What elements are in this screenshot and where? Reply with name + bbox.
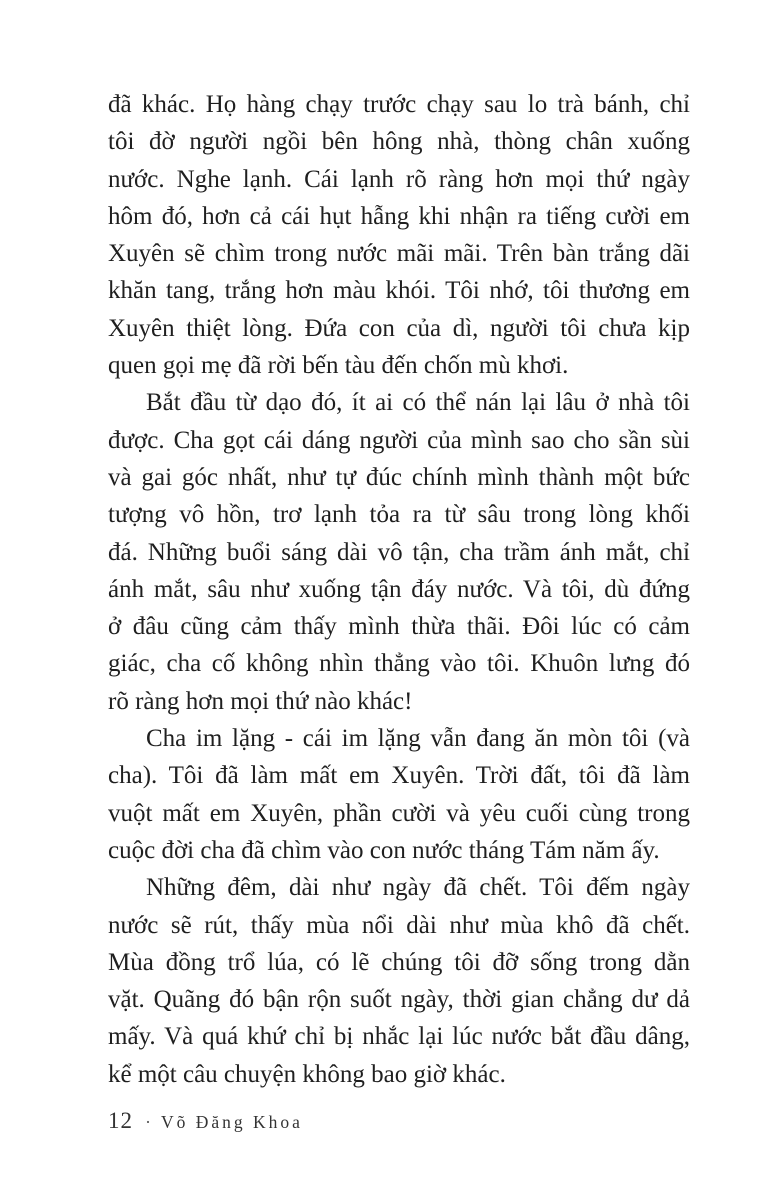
paragraph [108, 869, 690, 1093]
text-line: vặt. Quãng đó bận rộn suốt ngày, thời gian chẳng dư dả [108, 986, 690, 1014]
text-line: nước sẽ rút, thấy mùa nổi dài như mùa khô đã chết. [108, 911, 690, 939]
paragraph [108, 720, 690, 869]
text-line: ánh mắt, sâu như xuống tận đáy nước. Và tôi, dù đứng [108, 575, 690, 603]
text-line: Mùa đồng trổ lúa, có lẽ chúng tôi đỡ sống trong dằn [108, 948, 690, 976]
text-line: cha). Tôi đã làm mất em Xuyên. Trời đất, tôi đã làm [108, 762, 690, 790]
paragraph [108, 86, 690, 384]
text-line: Cha im lặng - cái im lặng vẫn đang ăn mòn tôi (và [146, 725, 690, 753]
text-line: rõ ràng hơn mọi thứ nào khác! [108, 687, 413, 715]
text-line: quen gọi mẹ đã rời bến tàu đến chốn mù khơi. [108, 352, 569, 380]
text-line: ở đâu cũng cảm thấy mình thừa thãi. Đôi lúc có cảm [108, 613, 690, 641]
text-line: đã khác. Họ hàng chạy trước chạy sau lo trà bánh, chỉ [108, 91, 690, 118]
text-line: giác, cha cố không nhìn thẳng vào tôi. Khuôn lưng đó [108, 650, 690, 678]
text-line: Xuyên sẽ chìm trong nước mãi mãi. Trên bàn trắng dãi [108, 240, 690, 268]
text-line: hôm đó, hơn cả cái hụt hẫng khi nhận ra tiếng cười em [108, 202, 690, 230]
text-line: tượng vô hồn, trơ lạnh tỏa ra từ sâu trong lòng khối [108, 501, 690, 529]
text-line: tôi đờ người ngồi bên hông nhà, thòng chân xuống [108, 128, 690, 156]
text-line: khăn tang, trắng hơn màu khói. Tôi nhớ, tôi thương em [108, 277, 690, 305]
text-line: được. Cha gọt cái dáng người của mình sao cho sần sùi [108, 426, 690, 454]
text-line: kể một câu chuyện không bao giờ khác. [108, 1060, 506, 1088]
text-line: mấy. Và quá khứ chỉ bị nhắc lại lúc nước bắt đầu dâng, [108, 1023, 690, 1051]
text-line: cuộc đời cha đã chìm vào con nước tháng Tám năm ấy. [108, 836, 660, 864]
text-line: Những đêm, dài như ngày đã chết. Tôi đếm ngày [146, 874, 690, 902]
text-line: nước. Nghe lạnh. Cái lạnh rõ ràng hơn mọi thứ ngày [108, 165, 690, 193]
footer-author-name: Võ Đăng Khoa [161, 1112, 303, 1132]
text-line: và gai góc nhất, như tự đúc chính mình thành một bức [108, 463, 690, 491]
paragraph [108, 384, 690, 720]
footer-page-number: 12 [108, 1108, 133, 1133]
page-footer [108, 1108, 303, 1134]
text-line: Xuyên thiệt lòng. Đứa con của dì, người tôi chưa kịp [108, 314, 690, 342]
text-line: đá. Những buổi sáng dài vô tận, cha trầm ánh mắt, chỉ [108, 538, 690, 566]
text-line: vuột mất em Xuyên, phần cười và yêu cuối cùng trong [108, 799, 690, 827]
text-block [108, 86, 690, 1093]
text-line: Bắt đầu từ dạo đó, ít ai có thể nán lại lâu ở nhà tôi [146, 389, 690, 417]
footer-separator-dot: · [145, 1112, 151, 1132]
